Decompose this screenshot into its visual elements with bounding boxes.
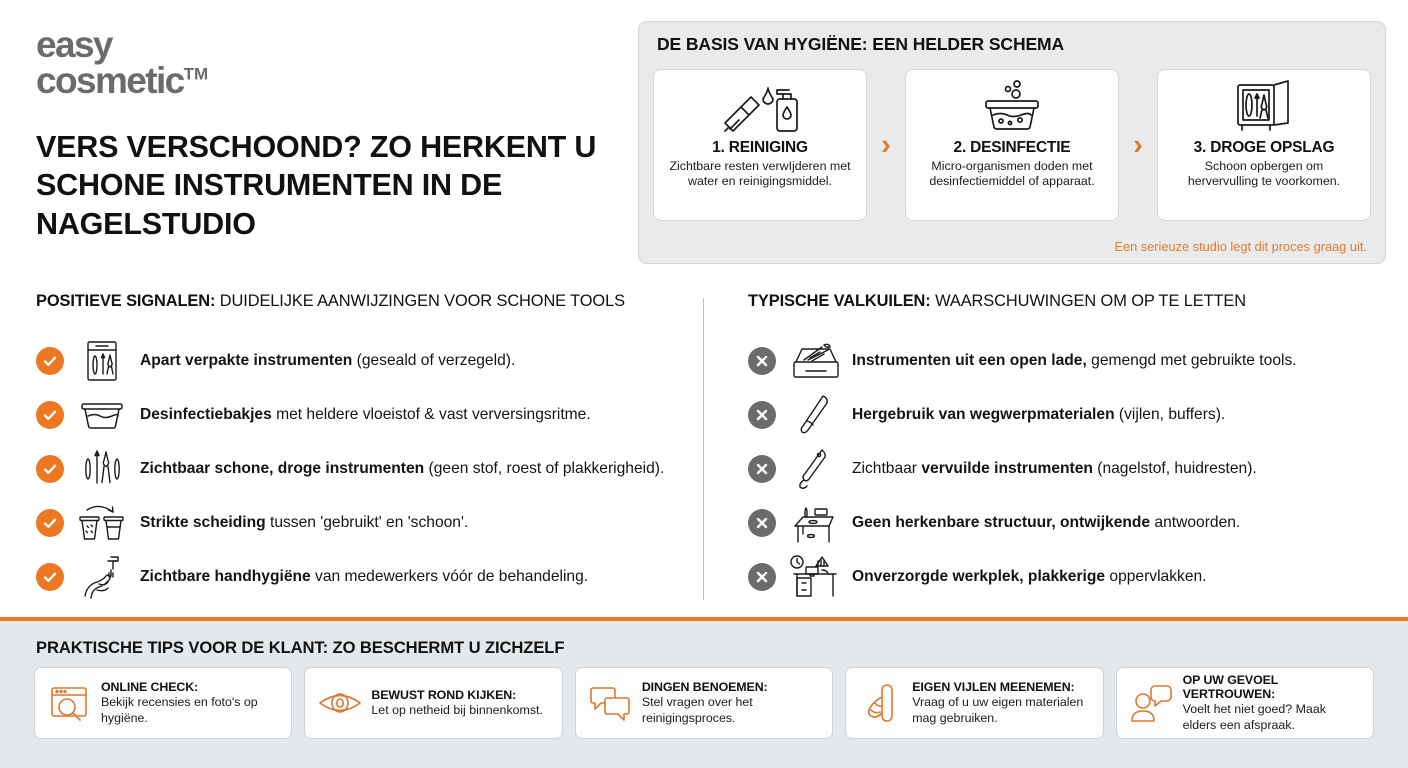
disinfection-tray-icon	[972, 79, 1052, 135]
two-cups-separation-icon	[74, 500, 130, 546]
messy-table-icon	[786, 500, 842, 546]
schema-title: DE BASIS VAN HYGIËNE: EEN HELDER SCHEMA	[657, 34, 1065, 54]
brand-logo-line1: easy	[36, 24, 112, 65]
signals-columns	[0, 292, 1408, 610]
schema-step-label: 2. DESINFECTIE	[953, 139, 1071, 156]
open-drawer-icon	[786, 338, 842, 384]
positive-signals-list	[36, 334, 691, 604]
list-item	[36, 496, 691, 550]
list-item-rest: (vijlen, buffers).	[1114, 405, 1226, 423]
cross-icon	[748, 455, 776, 483]
tip-body	[912, 680, 1092, 725]
tip-desc: Let op netheid bij binnenkomst.	[371, 702, 543, 717]
positive-signals-column	[36, 292, 691, 604]
list-item-rest: met heldere vloeistof & vast verversingsritme.	[271, 405, 591, 423]
tip-body	[642, 680, 822, 725]
list-item-bold: Onverzorgde werkplek, plakkerige	[852, 567, 1106, 585]
pitfalls-column	[748, 292, 1393, 604]
cross-icon	[748, 347, 776, 375]
list-item	[36, 442, 691, 496]
list-item-text	[852, 352, 1297, 371]
tip-body	[371, 688, 543, 718]
pitfalls-heading-bold: TYPISCHE VALKUILEN:	[748, 292, 931, 310]
list-item-bold: Strikte scheiding	[140, 513, 266, 531]
list-item-rest: van medewerkers vóór de behandeling.	[310, 567, 589, 585]
eye-icon	[315, 686, 365, 720]
list-item-bold: Zichtbare handhygiëne	[140, 567, 311, 585]
check-icon	[36, 509, 64, 537]
check-icon	[36, 563, 64, 591]
positive-signals-heading	[36, 292, 691, 311]
tip-body	[1183, 673, 1363, 732]
storage-cabinet-icon	[1228, 79, 1300, 135]
schema-step-label: 3. DROGE OPSLAG	[1193, 139, 1335, 156]
schema-card-list	[653, 69, 1371, 221]
brand-logo	[36, 24, 209, 101]
schema-step-label: 1. REINIGING	[712, 139, 808, 156]
schema-card-reiniging	[653, 69, 867, 221]
page-title: VERS VERSCHOOND? ZO HERKENT U SCHONE INSTRUMENTEN IN DE NAGELSTUDIO	[36, 130, 597, 241]
tip-body	[101, 680, 281, 725]
list-item-text	[140, 568, 588, 587]
list-item-rest: (nagelstof, huidresten).	[1092, 459, 1257, 477]
list-item-text	[140, 514, 468, 533]
check-icon	[36, 455, 64, 483]
list-item	[748, 442, 1393, 496]
chevron-right-icon-1: ›	[881, 128, 891, 161]
list-item-bold: vervuilde instrumenten	[921, 459, 1093, 477]
list-item-bold: Hergebruik van wegwerpmaterialen	[852, 405, 1115, 423]
list-item-text	[140, 406, 591, 425]
tip-card-op-uw-gevoel-vertrouwen[interactable]	[1116, 667, 1374, 739]
list-item-rest: gemengd met gebruikte tools.	[1086, 351, 1297, 369]
list-item-bold: Geen herkenbare structuur, ontwijkende	[852, 513, 1151, 531]
list-item	[748, 496, 1393, 550]
brush-and-soap-bottle-icon	[715, 79, 805, 135]
pitfalls-list	[748, 334, 1393, 604]
tips-title: PRAKTISCHE TIPS VOOR DE KLANT: ZO BESCHERMT U ZICHZELF	[36, 638, 565, 657]
list-item	[36, 550, 691, 604]
cross-icon	[748, 401, 776, 429]
nail-file-icon	[786, 392, 842, 438]
tip-card-dingen-benoemen[interactable]	[575, 667, 833, 739]
list-item	[748, 550, 1393, 604]
schema-step-desc: Schoon opbergen om hervervulling te voorkomen.	[1187, 159, 1341, 189]
practical-tips-band	[0, 617, 1408, 768]
speech-bubbles-icon	[586, 684, 636, 722]
list-item	[36, 334, 691, 388]
tip-card-online-check[interactable]	[34, 667, 292, 739]
cross-icon	[748, 509, 776, 537]
person-speech-icon	[1127, 683, 1177, 723]
pitfalls-heading	[748, 292, 1393, 311]
brand-logo-line2	[36, 59, 209, 101]
list-item-rest: (geen stof, roest of plakkerigheid).	[424, 459, 665, 477]
list-item-rest: tussen 'gebruikt' en 'schoon'.	[265, 513, 469, 531]
list-item-text	[852, 406, 1225, 425]
list-item-text	[852, 460, 1257, 479]
list-item-text	[852, 514, 1240, 533]
tip-desc: Bekijk recensies en foto's op hygiëne.	[101, 695, 258, 725]
hand-file-icon	[856, 681, 906, 725]
tip-title: OP UW GEVOEL VERTROUWEN:	[1182, 673, 1279, 702]
schema-card-desinfectie	[905, 69, 1119, 221]
tip-desc: Stel vragen over het reinigingsproces.	[641, 695, 753, 725]
clean-tools-icon	[74, 446, 130, 492]
list-item-bold: Instrumenten uit een open lade,	[852, 351, 1087, 369]
list-item	[748, 334, 1393, 388]
handwashing-icon	[74, 554, 130, 600]
tip-card-bewust-rond-kijken[interactable]	[304, 667, 562, 739]
list-item-rest: antwoorden.	[1150, 513, 1241, 531]
cross-icon	[748, 563, 776, 591]
tip-title: EIGEN VIJLEN MEENEMEN:	[912, 680, 1075, 695]
browser-magnifier-icon	[45, 683, 95, 723]
tip-desc: Vraag of u uw eigen materialen mag gebruiken.	[912, 695, 1084, 725]
check-icon	[36, 347, 64, 375]
list-item	[748, 388, 1393, 442]
tip-title: ONLINE CHECK:	[101, 680, 199, 695]
schema-step-desc: Zichtbare resten verwIjderen met water en reinigingsmiddel.	[669, 159, 851, 189]
positive-heading-rest: DUIDELIJKE AANWIJZINGEN VOOR SCHONE TOOLS	[215, 292, 625, 310]
trademark-symbol: TM	[183, 64, 209, 84]
schema-card-droge-opslag	[1157, 69, 1371, 221]
schema-step-desc: Micro-organismen doden met desinfectiemiddel of apparaat.	[929, 159, 1095, 189]
list-item-rest: (geseald of verzegeld).	[352, 351, 516, 369]
column-divider	[703, 298, 704, 600]
check-icon	[36, 401, 64, 429]
list-item	[36, 388, 691, 442]
positive-heading-bold: POSITIEVE SIGNALEN:	[36, 292, 216, 310]
schema-footnote: Een serieuze studio legt dit proces graag uit.	[1114, 239, 1367, 254]
pitfalls-heading-rest: WAARSCHUWINGEN OM OP TE LETTEN	[930, 292, 1246, 310]
dirty-instrument-icon	[786, 446, 842, 492]
list-item-bold: Desinfectiebakjes	[140, 405, 272, 423]
tip-title: BEWUST ROND KIJKEN:	[371, 687, 517, 702]
list-item-prefix: Zichtbaar	[852, 459, 922, 477]
untidy-workplace-icon	[786, 554, 842, 600]
list-item-text	[140, 460, 664, 479]
list-item-rest: oppervlakken.	[1105, 567, 1207, 585]
tip-title: DINGEN BENOEMEN:	[641, 680, 768, 695]
brand-logo-word: cosmetic	[36, 59, 184, 101]
chevron-right-icon-2: ›	[1133, 128, 1143, 161]
tip-desc: Voelt het niet goed? Maak elders een afspraak.	[1182, 702, 1326, 732]
list-item-bold: Apart verpakte instrumenten	[140, 351, 353, 369]
tips-card-list	[34, 667, 1374, 739]
tip-card-eigen-vijlen-meenemen[interactable]	[845, 667, 1103, 739]
list-item-text	[140, 352, 515, 371]
list-item-bold: Zichtbaar schone, droge instrumenten	[140, 459, 425, 477]
disinfection-tray-icon	[74, 392, 130, 438]
header	[0, 0, 1408, 286]
sealed-pouch-icon	[74, 338, 130, 384]
hygiene-schema-panel	[638, 21, 1386, 264]
list-item-text	[852, 568, 1207, 587]
